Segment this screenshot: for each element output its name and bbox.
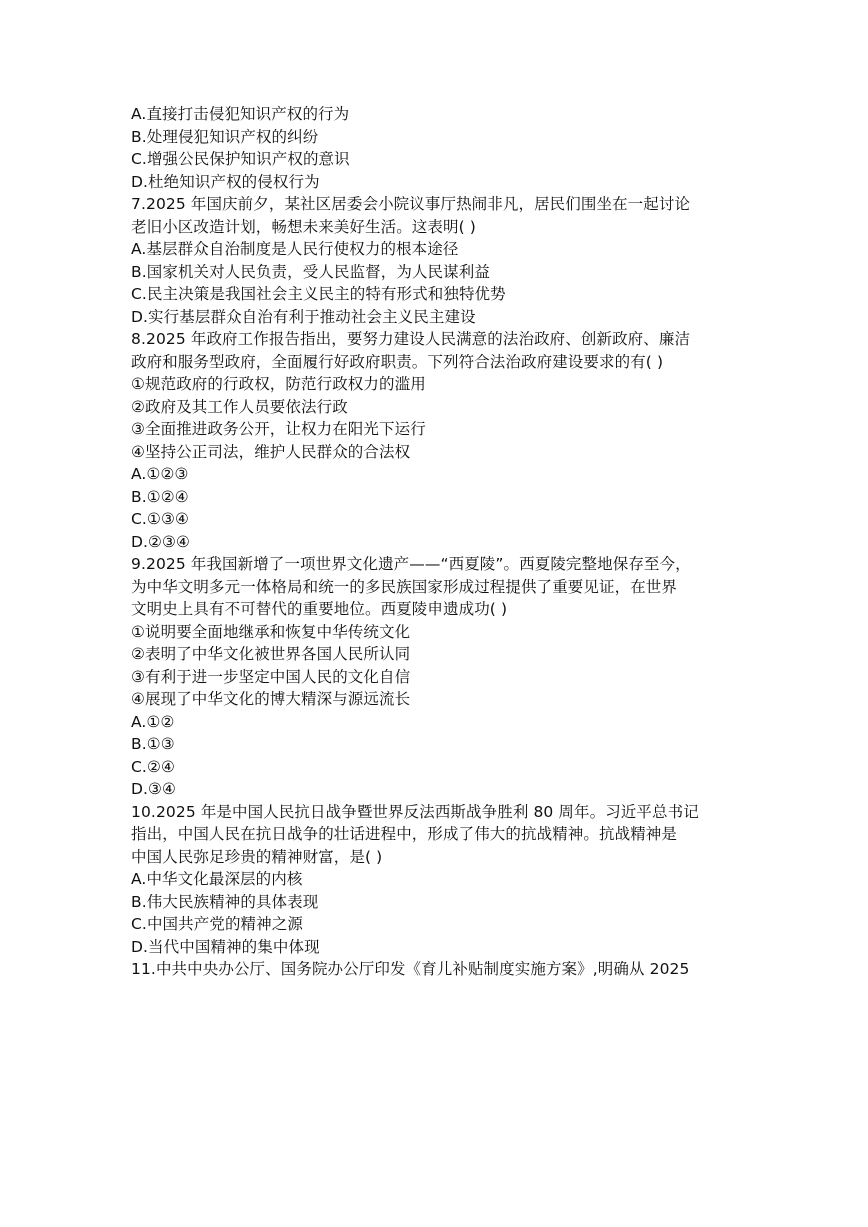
statement-4: ④坚持公正司法，维护人民群众的合法权: [131, 442, 411, 461]
statement-2: ②表明了中华文化被世界各国人民所认同: [131, 645, 411, 663]
option-a: A.直接打击侵犯知识产权的行为: [131, 105, 350, 123]
statement-3: ③有利于进一步坚定中国人民的文化自信: [131, 667, 411, 686]
question-stem-line: 指出，中国人民在抗日战争的壮话进程中，形成了伟大的抗战精神。抗战精神是: [131, 825, 678, 843]
question-stem-line: 为中华文明多元一体格局和统一的多民族国家形成过程提供了重要见证，在世界: [131, 577, 678, 596]
question-6-options: [131, 103, 743, 193]
option-a: A.①②: [131, 712, 175, 731]
option-d: D.杜绝知识产权的侵权行为: [131, 172, 320, 191]
option-a: A.基层群众自治制度是人民行使权力的根本途径: [131, 240, 459, 258]
option-b: B.处理侵犯知识产权的纠纷: [131, 127, 319, 146]
option-b: B.伟大民族精神的具体表现: [131, 892, 319, 911]
question-8: [131, 328, 743, 553]
option-a: A.①②③: [131, 465, 189, 483]
question-stem-line: 政府和服务型政府，全面履行好政府职责。下列符合法治政府建设要求的有( ): [131, 352, 664, 371]
question-stem-line: 老旧小区改造计划，畅想未来美好生活。这表明( ): [131, 217, 476, 236]
statement-2: ②政府及其工作人员要依法行政: [131, 397, 348, 416]
option-c: C.民主决策是我国社会主义民主的特有形式和独特优势: [131, 285, 506, 303]
statement-1: ①说明要全面地继承和恢复中华传统文化: [131, 622, 411, 641]
question-stem-line: 中国人民弥足珍贵的精神财富，是( ): [131, 847, 383, 866]
statement-4: ④展现了中华文化的博大精深与源远流长: [131, 690, 411, 708]
option-d: D.实行基层群众自治有利于推动社会主义民主建设: [131, 307, 476, 326]
question-stem-line: 8.2025 年政府工作报告指出，要努力建设人民满意的法治政府、创新政府、廉洁: [131, 330, 691, 348]
question-stem-line: 文明史上具有不可替代的重要地位。西夏陵申遗成功( ): [131, 600, 508, 618]
question-stem-line: 7.2025 年国庆前夕，某社区居委会小院议事厅热闹非凡，居民们围坐在一起讨论: [131, 195, 691, 213]
option-d: D.③④: [131, 780, 177, 798]
option-d: D.②③④: [131, 532, 191, 551]
question-stem-line: 11.中共中央办公厅、国务院办公厅印发《育儿补贴制度实施方案》,明确从 2025: [131, 960, 690, 978]
question-stem-line: 9.2025 年我国新增了一项世界文化遗产——“西夏陵”。西夏陵完整地保存至今，: [131, 555, 691, 573]
option-c: C.增强公民保护知识产权的意识: [131, 150, 350, 168]
question-10: [131, 801, 743, 959]
option-c: C.①③④: [131, 510, 189, 528]
statement-1: ①规范政府的行政权，防范行政权力的滥用: [131, 375, 426, 393]
option-b: B.①②④: [131, 487, 189, 506]
option-c: C.②④: [131, 757, 175, 776]
question-11: [131, 958, 743, 981]
statement-3: ③全面推进政务公开，让权力在阳光下运行: [131, 420, 426, 438]
option-a: A.中华文化最深层的内核: [131, 870, 303, 888]
option-c: C.中国共产党的精神之源: [131, 915, 303, 933]
exam-content: [131, 103, 743, 981]
option-b: B.国家机关对人民负责，受人民监督，为人民谋利益: [131, 262, 490, 281]
question-stem-line: 10.2025 年是中国人民抗日战争暨世界反法西斯战争胜利 80 周年。习近平总书记: [131, 802, 699, 821]
option-d: D.当代中国精神的集中体现: [131, 937, 320, 956]
question-9: [131, 553, 743, 801]
option-b: B.①③: [131, 735, 175, 753]
question-7: [131, 193, 743, 328]
